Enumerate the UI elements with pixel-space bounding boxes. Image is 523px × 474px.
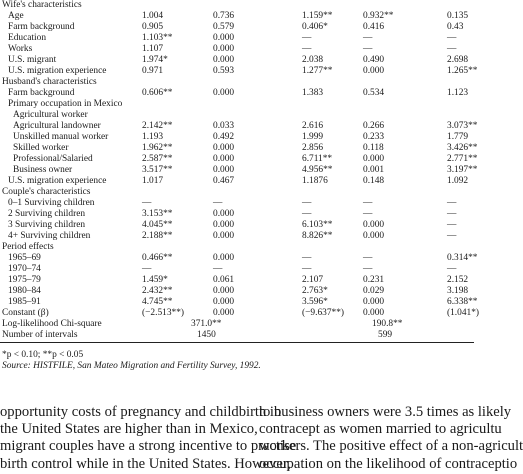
table-row: Professional/Salaried 2.587** 0.000 6.711** 0.000 2.771** — [13, 154, 478, 164]
loglik-row: Log-likelihood Chi-square 371.0** 190.8** — [2, 319, 403, 329]
table-row: Education 1.103** 0.000 — — — — [8, 33, 457, 43]
body-text-right-column — [259, 404, 523, 473]
table-row: 4+ Surviving children 2.188** 0.000 8.826** 0.000 — — [8, 231, 457, 241]
body-line: to business owners were 3.5 times as likely — [259, 404, 512, 420]
body-line: workers. The positive effect of a non-agricult — [259, 438, 523, 455]
table-row: 1970–74 — — — — — — [8, 264, 457, 274]
table-row: Unskilled manual worker 1.193 0.492 1.999 0.233 1.779 — [13, 132, 469, 142]
body-text-left-column — [0, 404, 296, 473]
section-heading-wife: Wife's characteristics — [2, 0, 82, 10]
table-row: U.S. migration experience 0.971 0.593 1.277** 0.000 1.265** — [8, 66, 478, 76]
table-row: Skilled worker 1.962** 0.000 2.856 0.118 3.426** — [13, 143, 478, 153]
table-row: 1985–91 4.745** 0.000 3.596* 0.000 6.338** — [8, 297, 478, 307]
body-line: migrant couples have a strong incentive to practise — [0, 438, 297, 455]
table-row: U.S. migration experience 1.017 0.467 1.1876 0.148 1.092 — [8, 176, 469, 186]
table-row: U.S. migrant 1.974* 0.000 2.038 0.490 2.698 — [8, 55, 469, 65]
table-row: Age 1.004 0.736 1.159** 0.932** 0.135 — [8, 11, 469, 21]
section-heading-couple: Couple's characteristics — [2, 187, 91, 197]
table-row: Primary occupation in Mexico — [8, 99, 123, 109]
intervals-row: Number of intervals 1450 599 — [2, 330, 393, 340]
table-row: 0–1 Surviving children — — — — — — [8, 198, 457, 208]
table-row: 2 Surviving children 3.153** 0.000 — — — — [8, 209, 457, 219]
table-row: 3 Surviving children 4.045** 0.000 6.103** 0.000 — — [8, 220, 457, 230]
table-bottom-rule — [0, 342, 474, 343]
table-row: Business owner 3.517** 0.000 4.956** 0.001 3.197** — [13, 165, 478, 175]
table-row: 1980–84 2.432** 0.000 2.763* 0.029 3.198 — [8, 286, 469, 296]
table-row: Farm background 0.606** 0.000 1.383 0.534 1.123 — [8, 88, 469, 98]
body-line: birth control while in the United States. However, — [0, 455, 291, 472]
table-row: 1965–69 0.466** 0.000 — — 0.314** — [8, 253, 478, 263]
body-line: contracept as women married to agricultu — [259, 421, 502, 438]
section-heading-husband: Husband's characteristics — [2, 77, 97, 87]
significance-footnote: *p < 0.10; **p < 0.05 — [2, 350, 84, 360]
table-row: Agricultural landowner 2.142** 0.033 2.616 0.266 3.073** — [13, 121, 478, 131]
table-row: Farm background 0.905 0.579 0.406* 0.416 0.43 — [8, 22, 464, 32]
body-line: occupation on the likelihood of contraceptio — [259, 455, 518, 472]
table-row: Works 1.107 0.000 — — — — [8, 44, 457, 54]
section-heading-period: Period effects — [2, 242, 54, 252]
constant-row: Constant (β) (−2.513**) 0.000 (−9.637**) 0.000 (1.041*) — [2, 308, 480, 318]
source-footnote: Source: HISTFILE, San Mateo Migration and Fertility Survey, 1992. — [2, 361, 261, 371]
body-line: opportunity costs of pregnancy and childbirth in — [0, 404, 282, 420]
table-row: Agricultural worker — [13, 110, 88, 120]
body-line: the United States are higher than in Mexico, — [0, 421, 258, 438]
table-row: 1975–79 1.459* 0.061 2.107 0.231 2.152 — [8, 275, 469, 285]
